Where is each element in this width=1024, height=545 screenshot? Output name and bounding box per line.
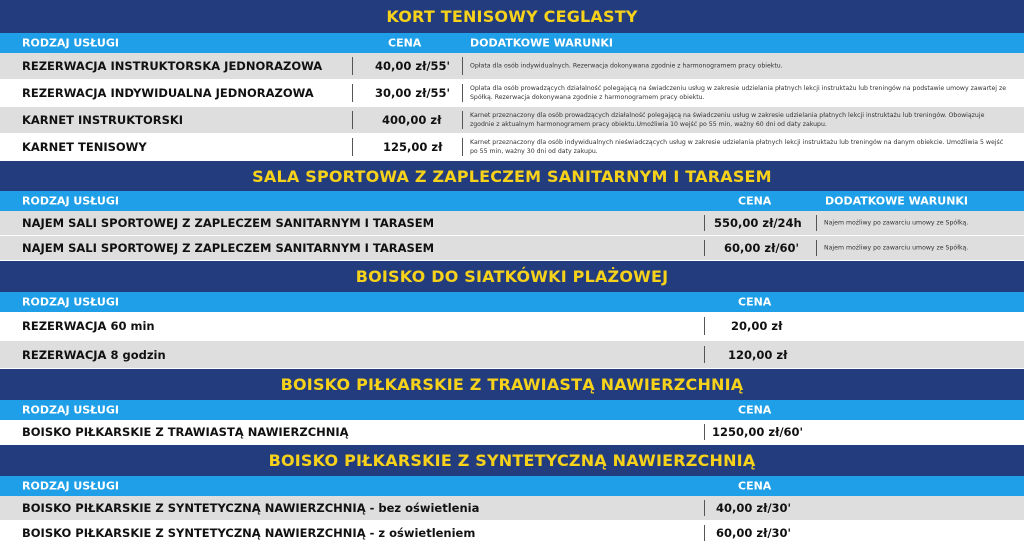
- column-divider: [704, 215, 705, 231]
- section-title-tennis: KORT TENISOWY CEGLASTY: [0, 0, 1024, 33]
- service-terms: Najem możliwy po zawarciu umowy ze Spółką.: [824, 244, 969, 252]
- service-terms: Karnet przeznaczony dla osób prowadzących działalność polegającą na świadczeniu usług w zakresie udzielania płatnych lekcji instruktażu lub treningów. Obowiązuje zgodnie z aktualnym harmonogramem pracy obiektu.Umożliwia 10 wejść po 55 min, ważny 60 dni od daty zakupu.: [470, 112, 985, 128]
- column-divider: [462, 138, 463, 156]
- table-row: [0, 53, 1024, 80]
- column-divider: [704, 317, 705, 335]
- header-terms: DODATKOWE WARUNKI: [825, 194, 969, 208]
- header-service: RODZAJ USŁUGI: [22, 403, 119, 417]
- table-header-synthetic-pitch: [0, 476, 1024, 496]
- service-price: 125,00 zł: [383, 140, 443, 154]
- service-terms: Karnet przeznaczony dla osób indywidualnych nieświadczących usług w zakresie udzielania płatnych lekcji instruktażu lub treningów na danym obiekcie. Umożliwia 5 wejść po 55 min, ważny 30 dni od daty zakupu.: [470, 139, 1004, 155]
- header-service: RODZAJ USŁUGI: [22, 295, 119, 309]
- column-divider: [352, 57, 353, 75]
- header-price: CENA: [738, 295, 772, 309]
- header-service: RODZAJ USŁUGI: [22, 36, 119, 50]
- table-header-grass-pitch: [0, 400, 1024, 420]
- column-divider: [704, 346, 705, 363]
- service-name: KARNET TENISOWY: [22, 140, 147, 154]
- column-divider: [704, 500, 705, 516]
- table-row: [0, 312, 1024, 341]
- column-divider: [462, 57, 463, 75]
- table-row: [0, 236, 1024, 261]
- service-price: 40,00 zł/30': [716, 501, 792, 515]
- table-row: [0, 420, 1024, 445]
- section-title-synthetic-pitch: BOISKO PIŁKARSKIE Z SYNTETYCZNĄ NAWIERZCHNIĄ: [0, 445, 1024, 476]
- service-price: 400,00 zł: [382, 113, 442, 127]
- table-row: [0, 211, 1024, 236]
- service-price: 40,00 zł/55': [375, 59, 451, 73]
- service-price: 30,00 zł/55': [375, 86, 451, 100]
- column-divider: [816, 215, 817, 231]
- header-service: RODZAJ USŁUGI: [22, 194, 119, 208]
- service-price: 120,00 zł: [728, 347, 788, 362]
- header-price: CENA: [738, 403, 772, 417]
- header-terms: DODATKOWE WARUNKI: [470, 36, 614, 50]
- column-divider: [704, 240, 705, 256]
- service-name: BOISKO PIŁKARSKIE Z SYNTETYCZNĄ NAWIERZCHNIĄ - bez oświetlenia: [22, 501, 480, 515]
- table-row: [0, 341, 1024, 369]
- service-terms: Najem możliwy po zawarciu umowy ze Spółką.: [824, 219, 969, 227]
- column-divider: [462, 84, 463, 102]
- service-price: 60,00 zł/30': [716, 526, 792, 540]
- table-row: [0, 107, 1024, 134]
- service-name: REZERWACJA 60 min: [22, 319, 155, 333]
- section-title-grass-pitch: BOISKO PIŁKARSKIE Z TRAWIASTĄ NAWIERZCHNIĄ: [0, 369, 1024, 400]
- service-price: 1250,00 zł/60': [712, 425, 804, 439]
- column-divider: [704, 525, 705, 541]
- table-row: [0, 134, 1024, 161]
- service-name: KARNET INSTRUKTORSKI: [22, 113, 184, 127]
- column-divider: [352, 111, 353, 129]
- section-title-volleyball: BOISKO DO SIATKÓWKI PLAŻOWEJ: [0, 261, 1024, 292]
- table-row: [0, 80, 1024, 107]
- table-header-hall: [0, 191, 1024, 211]
- service-name: BOISKO PIŁKARSKIE Z TRAWIASTĄ NAWIERZCHNIĄ: [22, 425, 349, 439]
- service-price: 60,00 zł/60': [724, 241, 800, 255]
- service-price: 550,00 zł/24h: [714, 216, 802, 230]
- service-name: REZERWACJA 8 godzin: [22, 347, 166, 362]
- table-row: [0, 496, 1024, 521]
- column-divider: [704, 424, 705, 440]
- column-divider: [352, 84, 353, 102]
- service-name: NAJEM SALI SPORTOWEJ Z ZAPLECZEM SANITARNYM I TARASEM: [22, 241, 435, 255]
- service-name: BOISKO PIŁKARSKIE Z SYNTETYCZNĄ NAWIERZCHNIĄ - z oświetleniem: [22, 526, 476, 540]
- service-terms: Oplata dla osób prowadzących działalność polegającą na świadczeniu usług w zakresie udzielania płatnych lekcji instruktażu lub treningów na podstawie umowy zawartej ze Spółką. Rezerwacja dokonywana zgodnie z harmonogramem pracy obiektu.: [470, 85, 1007, 101]
- header-service: RODZAJ USŁUGI: [22, 479, 119, 493]
- header-price: CENA: [388, 36, 422, 50]
- table-header-volleyball: [0, 292, 1024, 312]
- column-divider: [462, 111, 463, 129]
- section-title-hall: SALA SPORTOWA Z ZAPLECZEM SANITARNYM I TARASEM: [0, 161, 1024, 191]
- column-divider: [352, 138, 353, 156]
- service-name: REZERWACJA INSTRUKTORSKA JEDNORAZOWA: [22, 59, 323, 73]
- service-name: NAJEM SALI SPORTOWEJ Z ZAPLECZEM SANITARNYM I TARASEM: [22, 216, 435, 230]
- column-divider: [816, 240, 817, 256]
- header-price: CENA: [738, 194, 772, 208]
- service-name: REZERWACJA INDYWIDUALNA JEDNORAZOWA: [22, 86, 314, 100]
- service-price: 20,00 zł: [731, 319, 783, 333]
- table-row: [0, 521, 1024, 545]
- service-terms: Opłata dla osób indywidualnych. Rezerwacja dokonywana zgodnie z harmonogramem pracy obiektu.: [470, 62, 783, 70]
- header-price: CENA: [738, 479, 772, 493]
- table-header-tennis: [0, 33, 1024, 53]
